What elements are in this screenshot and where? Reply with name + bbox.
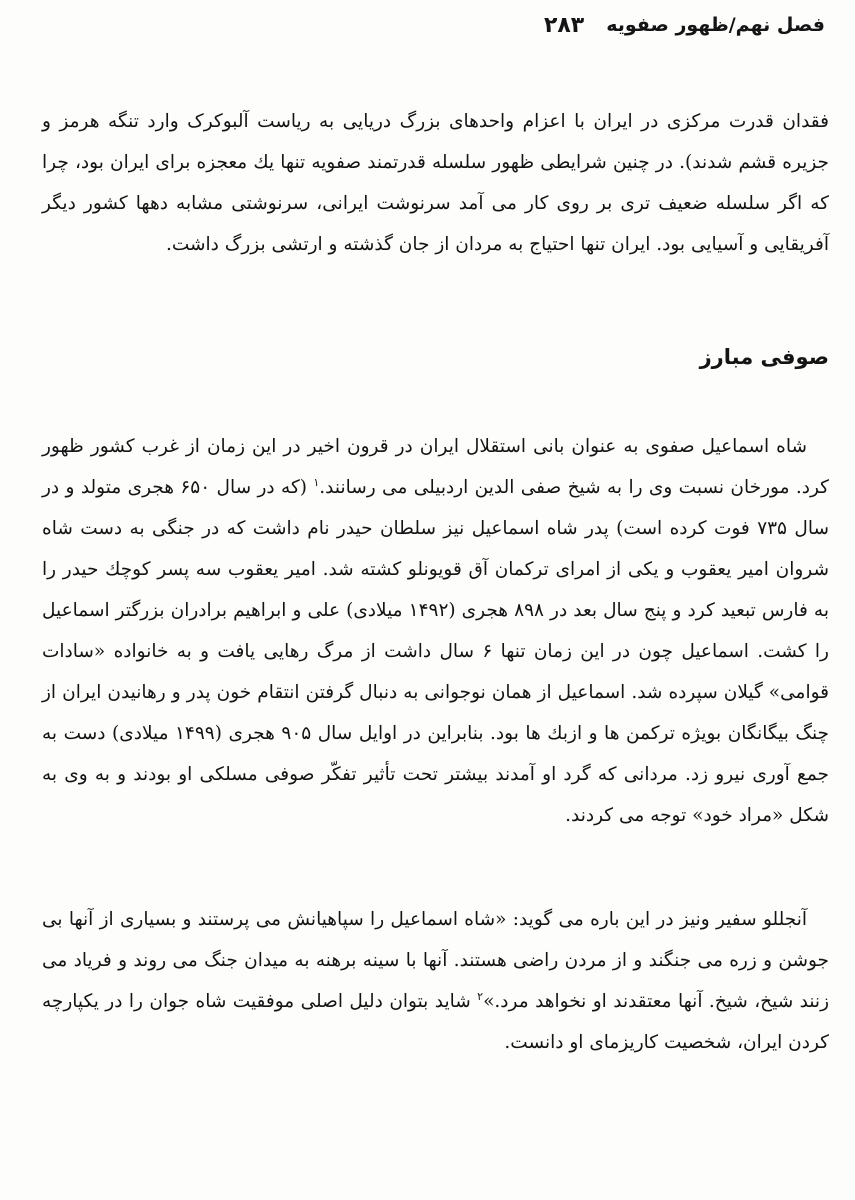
paragraph-angiolello-text-a: آنجللو سفیر ونیز در این باره می گوید: «شاه اسماعیل را سپاهیانش می پرستند و بسیاری از آنها بی جوشن و زره می جنگند و از مردن راضی هستند. آنها با سینه برهنه به میدان جنگ می روند و فریاد می زنند شیخ، شیخ. آنها معتقدند او نخواهد مرد.» bbox=[42, 908, 830, 1012]
paragraph-ismail-text-a: شاه اسماعیل صفوی به عنوان بانی استقلال ایران در قرون اخیر در این زمان از غرب کشور ظهور کرد. مورخان نسبت وی را به شیخ صفی الدین اردبیلی می رسانند. bbox=[42, 435, 829, 498]
paragraph-angiolello bbox=[42, 899, 829, 1063]
paragraph-ismail-text-b: (که در سال ۶۵۰ هجری متولد و در سال ۷۳۵ فوت کرده است) پدر شاه اسماعیل نیز سلطان حیدر نام داشت که در جنگی به دست شاه شروان امیر یعقوب و یکی از امرای ترکمان آق قویونلو کشته شد. امیر یعقوب سه پسر کوچك حیدر را به فارس تبعید کرد و پنج سال بعد در ۸۹۸ هجری (۱۴۹۲ میلادی) علی و ابراهیم برادران بزرگتر اسماعیل را کشت. اسماعیل چون در این زمان تنها ۶ سال داشت از مرگ رهایی یافت و به خانواده «سادات قوامی» گیلان سپرده شد. اسماعیل از همان نوجوانی به دنبال گرفتن انتقام خون پدر و رهانیدن ایران از چنگ بیگانگان بویژه ترکمن ها و ازبك ها بود. بنابراین در اوایل سال ۹۰۵ هجری (۱۴۹۹ میلادی) دست به جمع آوری نیرو زد. مردانی که گرد او آمدند بیشتر تحت تأثیر تفکّر صوفی مسلکی او بودند و به وی به شکل «مراد خود» توجه می کردند. bbox=[42, 476, 829, 826]
paragraph-angiolello-text-b: شاید بتوان دلیل اصلی موفقیت شاه جوان را در یکپارچه کردن ایران، شخصیت کاریزمای او دانست. bbox=[42, 990, 829, 1053]
section-heading: صوفی مبارز bbox=[699, 345, 829, 369]
paragraph-intro: فقدان قدرت مرکزی در ایران با اعزام واحدهای بزرگ دریایی به ریاست آلبوکرک وارد تنگه هرمز و جزیره قشم شدند). در چنین شرایطی ظهور سلسله قدرتمند صفویه تنها یك معجزه برای ایران بود، چرا که اگر سلسله ضعیف تری بر روی کار می آمد سرنوشت ایرانی، سرنوشتی مشابه دهها کشور دیگر آفریقایی و آسیایی بود. ایران تنها احتیاج به مردان از جان گذشته و ارتشی بزرگ داشت. bbox=[42, 110, 829, 255]
page-number: ۲۸۳ bbox=[543, 12, 585, 38]
paragraph-ismail bbox=[42, 426, 829, 836]
footnote-marker-1: ۱ bbox=[313, 475, 320, 489]
running-head-chapter-title: فصل نهم/ظهور صفویه bbox=[606, 14, 825, 36]
footnote-marker-2: ۲ bbox=[477, 989, 484, 1003]
page-header bbox=[40, 8, 825, 42]
